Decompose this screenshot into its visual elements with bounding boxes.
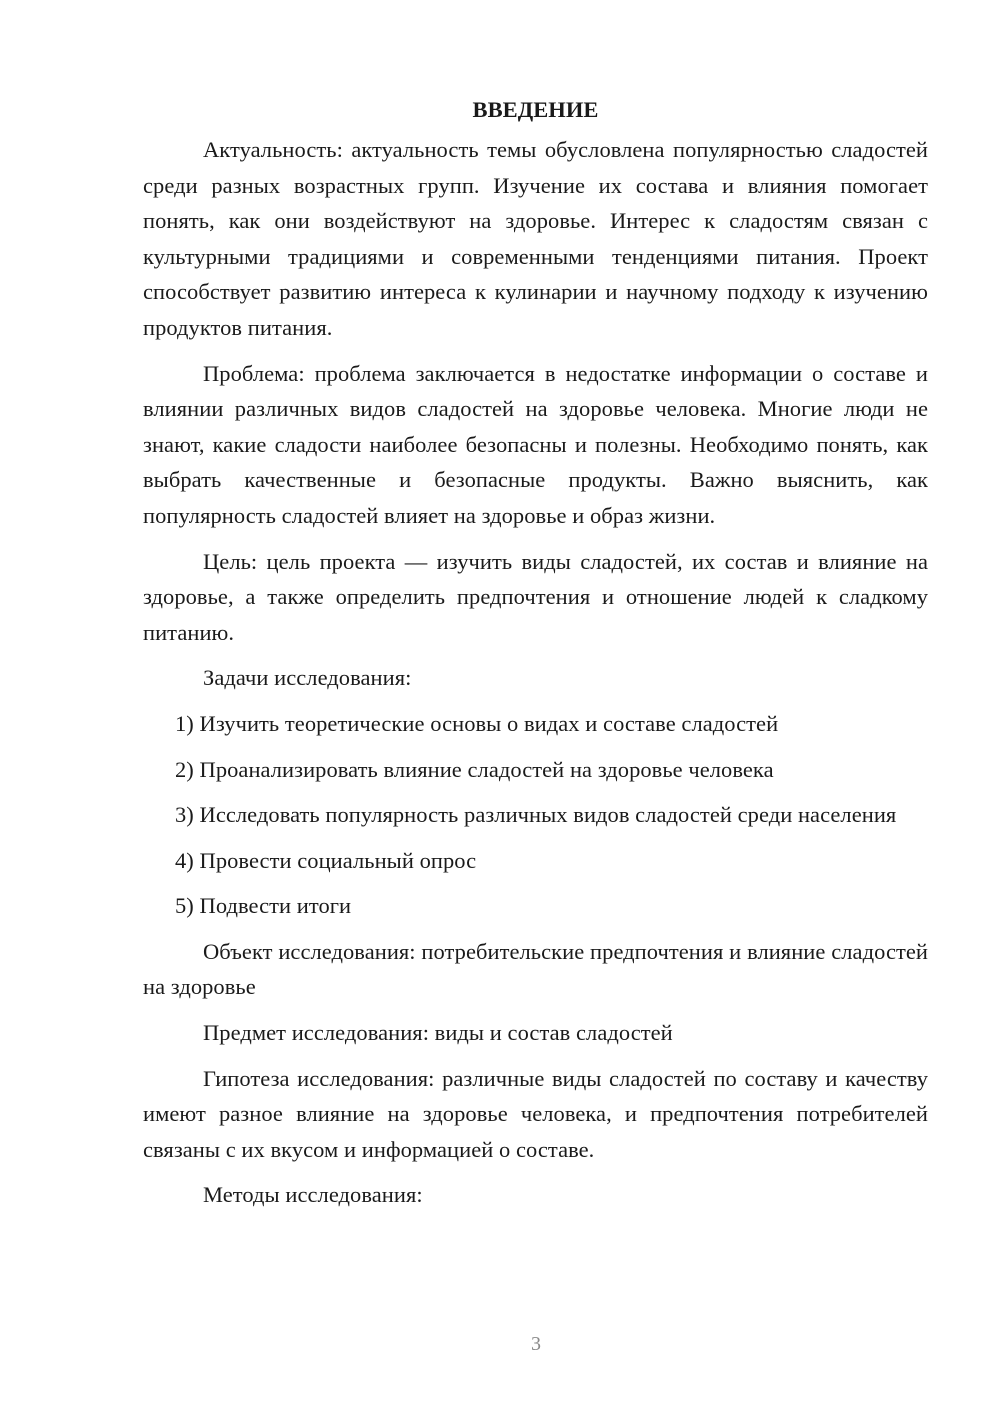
task-item-4: 4) Провести социальный опрос [175,847,477,873]
tasks-heading: Задачи исследования: [203,665,412,691]
hypothesis-paragraph: Гипотеза исследования: различные виды сладостей по составу и качеству имеют разное влияние на здоровье человека, и предпочтения потребителей связаны с их вкусом и информацией о составе. [143,1065,928,1162]
page-content [143,92,928,1223]
task-item-1: 1) Изучить теоретические основы о видах и составе сладостей [175,710,779,736]
section-title: ВВЕДЕНИЕ [472,97,599,122]
task-item-3: 3) Исследовать популярность различных видов сладостей среди населения [175,802,897,828]
task-item-2: 2) Проанализировать влияние сладостей на здоровье человека [175,756,774,782]
subject-paragraph: Предмет исследования: виды и состав сладостей [203,1020,673,1046]
task-item-5: 5) Подвести итоги [175,893,352,919]
relevance-paragraph: Актуальность: актуальность темы обусловлена популярностью сладостей среди разных возрастных групп. Изучение их состава и влияния помогает понять, как они воздействуют на здоровье. Интерес к сладостям связан с культурными традициями и современными тенденциями питания. Проект способствует развитию интереса к кулинарии и научному подходу к изучению продуктов питания. [143,137,928,340]
object-paragraph: Объект исследования: потребительские предпочтения и влияние сладостей на здоровье [143,938,928,1000]
methods-heading: Методы исследования: [203,1182,423,1208]
problem-paragraph: Проблема: проблема заключается в недостатке информации о составе и влиянии различных видов сладостей на здоровье человека. Многие люди не знают, какие сладости наиболее безопасны и полезны. Необходимо понять, как выбрать качественные и безопасные продукты. Важно выяснить, как популярность сладостей влияет на здоровье и образ жизни. [143,360,928,528]
page-number: 3 [531,1333,541,1355]
goal-paragraph: Цель: цель проекта — изучить виды сладостей, их состав и влияние на здоровье, а также определить предпочтения и отношение людей к сладкому питанию. [143,548,928,645]
